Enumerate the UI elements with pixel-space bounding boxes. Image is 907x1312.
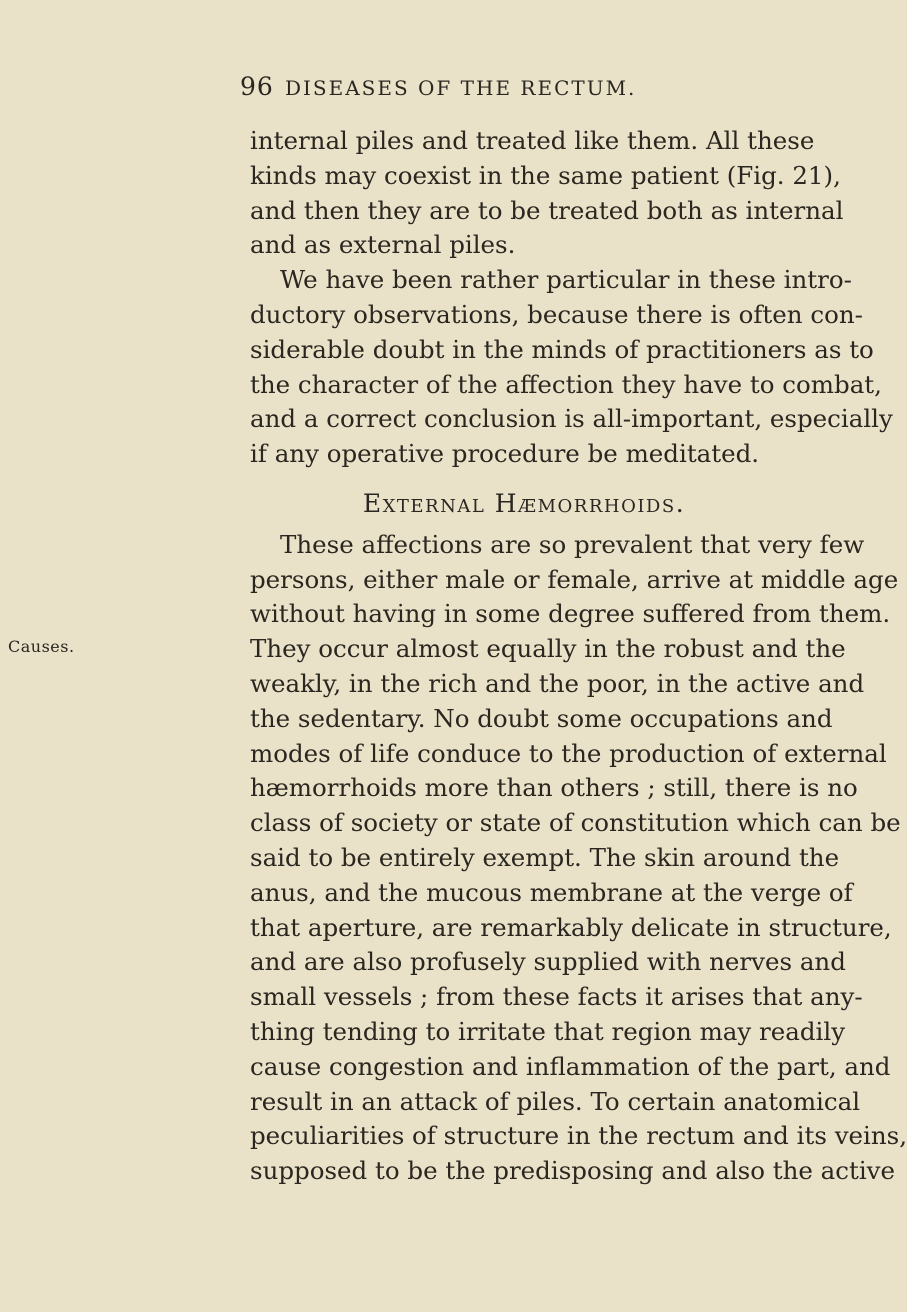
text-line: and a correct conclusion is all-important, especially xyxy=(250,404,893,434)
text-line: hæmorrhoids more than others ; still, there is no xyxy=(250,773,858,803)
text-line: if any operative procedure be meditated. xyxy=(250,439,760,469)
running-head: DISEASES OF THE RECTUM. xyxy=(285,76,637,100)
paragraph-3 xyxy=(250,528,907,1189)
text-line: modes of life conduce to the production of external xyxy=(250,738,887,768)
text-line: and as external piles. xyxy=(250,230,516,260)
text-line: These affections are so prevalent that very few xyxy=(280,529,865,559)
text-line: result in an attack of piles. To certain anatomical xyxy=(250,1086,861,1116)
text-line: weakly, in the rich and the poor, in the active and xyxy=(250,668,865,698)
text-line: We have been rather particular in these intro- xyxy=(280,265,852,295)
text-line: siderable doubt in the minds of practitioners as to xyxy=(250,334,874,364)
text-line: class of society or state of constitution which can be xyxy=(250,808,901,838)
margin-note-causes: Causes. xyxy=(8,637,75,656)
text-line: without having in some degree suffered from them. xyxy=(250,599,891,629)
paragraph-1 xyxy=(250,124,844,263)
paragraph-2 xyxy=(250,263,893,472)
text-line: that aperture, are remarkably delicate in structure, xyxy=(250,912,892,942)
text-line: the character of the affection they have to combat, xyxy=(250,369,882,399)
text-line: cause congestion and inflammation of the part, and xyxy=(250,1051,891,1081)
section-heading: External Hæmorrhoids. xyxy=(362,488,686,518)
text-line: peculiarities of structure in the rectum and its veins, xyxy=(250,1121,907,1151)
text-line: anus, and the mucous membrane at the verge of xyxy=(250,877,853,907)
text-line: They occur almost equally in the robust and the xyxy=(250,634,846,664)
text-line: said to be entirely exempt. The skin around the xyxy=(250,842,840,872)
page-number: 96 xyxy=(240,72,274,101)
text-line: internal piles and treated like them. All these xyxy=(250,126,815,155)
page-header xyxy=(0,72,801,106)
text-line: thing tending to irritate that region may readily xyxy=(250,1016,846,1046)
text-line: and are also profusely supplied with nerves and xyxy=(250,947,846,977)
text-line: the sedentary. No doubt some occupations and xyxy=(250,703,833,733)
body-text xyxy=(250,124,907,1189)
text-line: kinds may coexist in the same patient (Fig. 21), xyxy=(250,160,841,190)
text-line: ductory observations, because there is often con- xyxy=(250,299,863,329)
text-line: persons, either male or female, arrive at middle age xyxy=(250,564,899,594)
text-line: supposed to be the predisposing and also the active xyxy=(250,1156,896,1186)
text-line: and then they are to be treated both as internal xyxy=(250,195,844,225)
text-line: small vessels ; from these facts it arises that any- xyxy=(250,982,863,1012)
